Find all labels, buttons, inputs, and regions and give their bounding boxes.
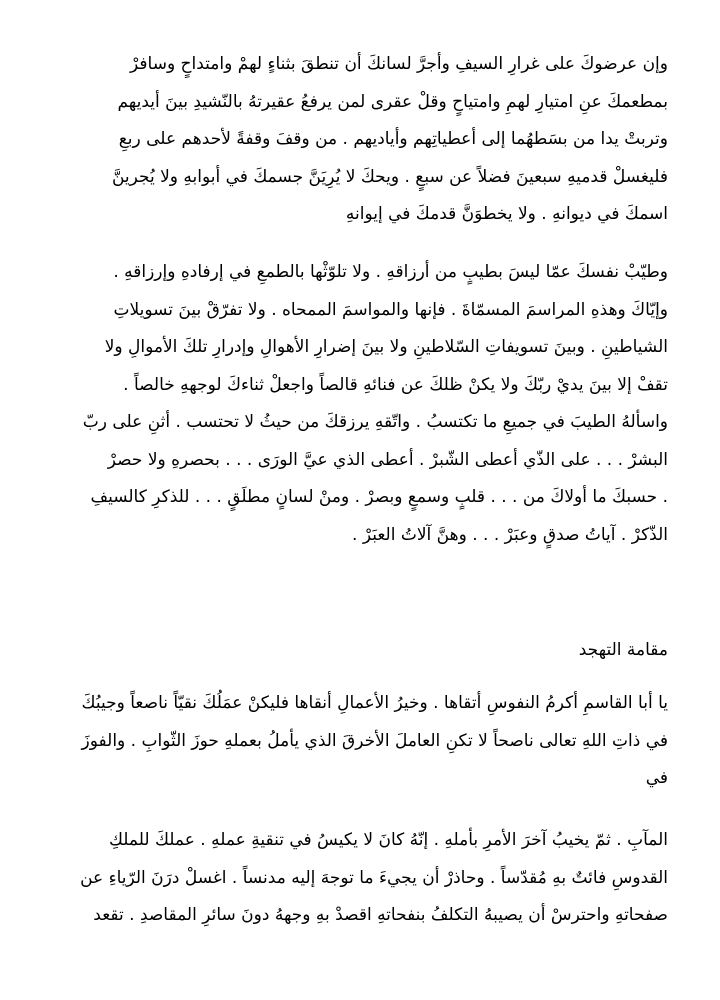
text-line: بمطعمكَ عنِ امتيارِ لهمِ وامتياحٍ وقلْ عقرى لمن يرفعُ عقيرتهُ بالنّشيدِ بينَ أيديهم bbox=[117, 91, 668, 112]
text-line: يا أبا القاسمِ أكرمُ النفوسِ أتقاها . وخيرُ الأعمالِ أنقاها فليكنْ عمَلُكَ نقيّاً ناصعاً وجيبُكَ bbox=[81, 693, 668, 713]
text-line: اسمكَ في ديوانهِ . ولا يخطوَنَّ قدمكَ في إيوانهِ bbox=[345, 204, 668, 224]
document-page bbox=[52, 0, 668, 1000]
text-line: . حسبكَ ما أولاكَ من . . . قلبٍ وسمعٍ وبصرْ . ومنْ لسانٍ مطلَقٍ . . . للذكرِ كالسيفِ bbox=[90, 487, 668, 507]
text-line: تقفْ إلا بينَ يديْ ربّكَ ولا يكنْ ظلكَ عن فنائهِ قالصاً واجعلْ ثناءكَ لوجههِ خالصاً . bbox=[123, 374, 668, 395]
paragraph-2 bbox=[52, 254, 668, 554]
text-line: في bbox=[645, 768, 668, 788]
paragraph-3 bbox=[52, 685, 668, 798]
text-line: وطيّبْ نفسكَ عمّا ليسَ بطيبٍ من أرزاقهِ . ولا تلوّثْها بالطمعِ في إرفادهِ وإرزاقهِ . bbox=[113, 262, 668, 282]
text-line: صفحاتهِ واحترسْ أن يصيبهُ التكلفُ بنفحاتهِ اقصدْ بهِ وجههُ دونَ سائرِ المقاصدِ . تقعد bbox=[93, 905, 668, 925]
text-line: الشياطينِ . وبينَ تسويفاتِ السّلاطينِ ولا بينَ إضرارِ الأهوالِ وإدرارِ تلكَ الأموالِ ولا bbox=[104, 337, 668, 357]
text-line: المآبِ . ثمّ يخيبُ آخرَ الأمرِ بأملهِ . إنّهُ كانَ لا يكيسُ في تنقيةِ عملهِ . عملكَ للملكِ bbox=[108, 830, 668, 850]
paragraph-1 bbox=[52, 46, 668, 234]
text-line: فليغسلْ قدميهِ سبعينَ فضلاً عن سبعٍ . ويحكَ لا يُرِيَنَّ جسمكَ في أبوابهِ ولا يُجرينَّ bbox=[111, 166, 668, 187]
section-heading: مقامة التهجد bbox=[578, 640, 668, 660]
text-line: وتربتْ يدا من بسَطهُما إلى أعطياتِهم وأياديهم . من وقفَ وقفةً لأحدهم على ربعِ bbox=[118, 129, 668, 149]
text-line: في ذاتِ اللهِ تعالى ناصحاً لا تكنِ العاملَ الأخرقَ الذي يأملُ بعملهِ حوزَ الثّوابِ . والفوزَ bbox=[81, 730, 668, 751]
text-line: وإن عرضوكَ على غرارِ السيفِ وأجرَّ لسانكَ أن تنطقَ بثناءٍ لهمْ وامتداحٍ وسافرْ bbox=[130, 54, 668, 74]
text-line: القدوسِ فائتٌ بهِ مُقدّساً . وحاذرْ أن يجيءَ ما توجهَ إليه مدنساً . اغسلْ درَنَ الرّياءِ عن bbox=[80, 867, 668, 888]
text-line: البشرْ . . . على الذّي أعطى الشّبرْ . أعطى الذي عيَّ الورَى . . . بحصرهِ ولا حصرْ bbox=[107, 449, 668, 470]
text-line: واسألهُ الطيبَ في جميعِ ما تكتسبُ . واتّقهِ يرزقكَ من حيثُ لا تحتسب . أثنِ على ربّ bbox=[82, 412, 668, 432]
text-line: الذّكرْ . آياتُ صدقٍ وعبَرْ . . . وهنَّ آلاتُ العبَرْ . bbox=[352, 524, 668, 545]
paragraph-4 bbox=[52, 822, 668, 935]
text-line: وإيّاكَ وهذهِ المراسمَ المسمّاةَ . فإنها والمواسمَ الممحاه . ولا تفرّقْ بينَ تسويلاتِ bbox=[113, 299, 668, 320]
